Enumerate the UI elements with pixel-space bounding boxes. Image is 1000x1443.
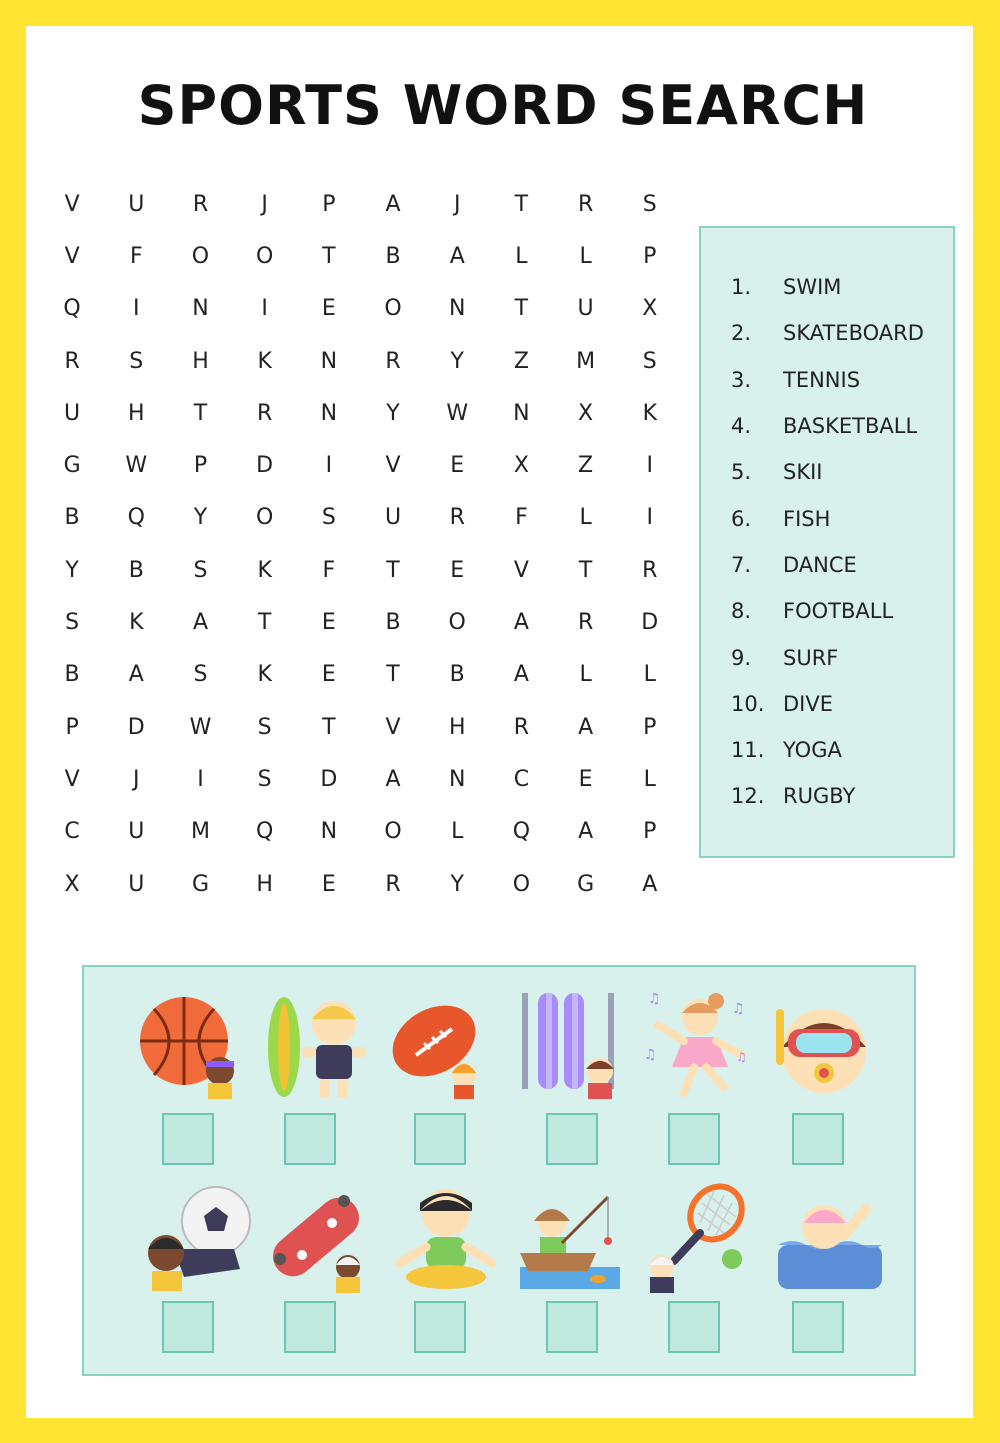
grid-letter: E: [321, 871, 336, 897]
grid-letter: G: [191, 871, 209, 897]
grid-letter: C: [64, 819, 80, 845]
grid-letter: G: [63, 453, 81, 479]
word-number: 8.: [731, 599, 752, 624]
grid-letter: U: [577, 296, 594, 322]
tennis-icon: [644, 1183, 754, 1293]
grid-letter: L: [451, 819, 464, 845]
word-number: 11.: [731, 738, 765, 763]
grid-letter: X: [642, 296, 658, 322]
grid-letter: S: [257, 714, 272, 740]
grid-letter: L: [515, 243, 528, 269]
grid-letter: U: [64, 400, 81, 426]
word-list-item: [731, 681, 924, 727]
grid-letter: E: [321, 296, 336, 322]
grid-letter: K: [642, 400, 657, 426]
word-number: 6.: [731, 506, 752, 531]
word-number: 7.: [731, 552, 752, 577]
grid-letter: S: [193, 662, 208, 688]
grid-letter: U: [128, 191, 145, 217]
grid-letter: R: [64, 348, 80, 374]
grid-letter: K: [257, 557, 272, 583]
grid-letter: V: [64, 243, 80, 269]
grid-letter: I: [646, 505, 654, 531]
word-list-item: [731, 542, 924, 588]
word-list-item: [731, 310, 924, 356]
grid-letter: D: [320, 766, 338, 792]
grid-letter: Q: [512, 819, 531, 845]
grid-letter: Z: [578, 453, 594, 479]
grid-letter: A: [385, 191, 401, 217]
grid-letter: D: [127, 714, 145, 740]
grid-letter: L: [643, 662, 656, 688]
grid-letter: Y: [65, 557, 79, 583]
word-text: SWIM: [783, 275, 842, 300]
word-list-item: [731, 773, 924, 819]
grid-letter: M: [576, 348, 596, 374]
grid-letter: X: [64, 871, 80, 897]
picture-panel: [82, 965, 916, 1376]
word-list-item: [731, 357, 924, 403]
grid-letter: J: [261, 191, 268, 217]
word-number: 3.: [731, 367, 752, 392]
word-list-item: [731, 449, 924, 495]
grid-letter: B: [128, 557, 144, 583]
word-list: [731, 264, 924, 820]
grid-letter: D: [641, 610, 659, 636]
swimmer-icon: [774, 1183, 884, 1293]
grid-letter: Z: [513, 348, 529, 374]
grid-letter: Y: [450, 348, 464, 374]
grid-letter: I: [197, 766, 204, 792]
grid-letter: A: [513, 610, 529, 636]
grid-letter: O: [255, 243, 274, 269]
grid-letter: R: [577, 191, 594, 217]
yoga-icon: [390, 1183, 500, 1293]
grid-letter: G: [577, 871, 595, 897]
word-list-panel: [699, 226, 955, 858]
grid-letter: S: [321, 505, 336, 531]
grid-letter: A: [385, 766, 401, 792]
grid-letter: P: [322, 191, 336, 217]
grid-letter: Y: [386, 400, 400, 426]
answer-box[interactable]: [668, 1301, 720, 1353]
grid-letter: W: [125, 453, 148, 479]
grid-letter: R: [385, 871, 401, 897]
grid-letter: I: [133, 296, 140, 322]
grid-letter: K: [129, 610, 144, 636]
grid-letter: F: [129, 243, 143, 269]
grid-letter: T: [578, 557, 593, 583]
word-text: SKATEBOARD: [783, 321, 924, 346]
grid-letter: P: [643, 819, 657, 845]
grid-letter: A: [513, 662, 529, 688]
grid-letter: W: [446, 400, 469, 426]
grid-letter: F: [515, 505, 528, 531]
dancer-icon: [644, 989, 754, 1099]
grid-letter: M: [190, 819, 210, 845]
grid-letter: H: [192, 348, 209, 374]
grid-letter: B: [385, 610, 401, 636]
grid-letter: Q: [127, 505, 145, 531]
word-list-item: [731, 588, 924, 634]
word-number: 2.: [731, 321, 752, 346]
grid-letter: R: [385, 348, 401, 374]
svg-text:♫: ♫: [648, 991, 661, 1007]
grid-letter: N: [513, 400, 530, 426]
answer-box[interactable]: [414, 1301, 466, 1353]
word-text: YOGA: [783, 738, 842, 763]
grid-letter: T: [514, 191, 529, 217]
grid-letter: O: [255, 505, 274, 531]
answer-box[interactable]: [668, 1113, 720, 1165]
grid-letter: V: [64, 191, 80, 217]
grid-letter: O: [512, 871, 531, 897]
surfer-icon: [264, 989, 374, 1099]
grid-letter: K: [257, 348, 272, 374]
svg-text:♫: ♫: [732, 1001, 745, 1017]
grid-letter: F: [322, 557, 336, 583]
diver-icon: [768, 989, 878, 1099]
word-list-item: [731, 727, 924, 773]
grid-letter: R: [257, 400, 273, 426]
word-number: 10.: [731, 691, 765, 716]
grid-letter: Q: [63, 296, 81, 322]
grid-letter: S: [65, 610, 80, 636]
grid-letter: L: [579, 243, 592, 269]
svg-text:♫: ♫: [644, 1047, 657, 1063]
word-number: 1.: [731, 275, 752, 300]
grid-letter: N: [448, 296, 466, 322]
basketball-player-icon: [136, 989, 246, 1099]
grid-letter: H: [256, 871, 273, 897]
word-text: TENNIS: [783, 367, 861, 392]
grid-letter: X: [578, 400, 594, 426]
answer-box[interactable]: [162, 1113, 214, 1165]
grid-letter: S: [129, 348, 144, 374]
grid-letter: Y: [450, 871, 464, 897]
grid-letter: L: [579, 505, 592, 531]
grid-letter: P: [193, 453, 208, 479]
grid-letter: V: [385, 714, 401, 740]
grid-letter: D: [256, 453, 274, 479]
skis-icon: [516, 989, 626, 1099]
answer-box[interactable]: [792, 1301, 844, 1353]
grid-letter: T: [386, 662, 400, 688]
grid-letter: B: [385, 243, 401, 269]
grid-letter: B: [64, 662, 80, 688]
grid-letter: X: [513, 453, 529, 479]
grid-letter: V: [385, 453, 401, 479]
grid-letter: A: [578, 714, 594, 740]
grid-letter: P: [65, 714, 79, 740]
grid-letter: J: [453, 191, 461, 217]
grid-letter: I: [646, 453, 654, 479]
word-list-item: [731, 403, 924, 449]
answer-box[interactable]: [546, 1301, 598, 1353]
grid-letter: A: [192, 610, 208, 636]
word-text: BASKETBALL: [783, 414, 918, 439]
grid-letter: S: [642, 348, 657, 374]
grid-letter: N: [320, 819, 338, 845]
letter-grid: [40, 178, 682, 910]
grid-letter: Q: [255, 819, 274, 845]
grid-letter: T: [257, 610, 272, 636]
word-number: 12.: [731, 784, 765, 809]
word-text: FISH: [783, 506, 831, 531]
page-title: SPORTS WORD SEARCH: [137, 74, 869, 137]
word-text: DIVE: [783, 691, 833, 716]
grid-letter: R: [577, 610, 594, 636]
grid-letter: I: [325, 453, 333, 479]
grid-letter: H: [448, 714, 466, 740]
answer-box[interactable]: [414, 1113, 466, 1165]
grid-letter: R: [642, 557, 658, 583]
grid-letter: B: [64, 505, 80, 531]
answer-box[interactable]: [792, 1113, 844, 1165]
grid-letter: S: [193, 557, 208, 583]
grid-letter: P: [643, 714, 657, 740]
grid-letter: Y: [193, 505, 208, 531]
grid-letter: B: [449, 662, 465, 688]
grid-letter: U: [128, 819, 145, 845]
grid-letter: P: [643, 243, 657, 269]
grid-letter: E: [450, 557, 465, 583]
grid-letter: V: [513, 557, 529, 583]
rugby-ball-icon: [386, 989, 496, 1099]
word-text: DANCE: [783, 552, 857, 577]
grid-letter: E: [321, 610, 336, 636]
grid-letter: E: [578, 766, 593, 792]
grid-letter: N: [192, 296, 209, 322]
grid-letter: L: [643, 766, 656, 792]
grid-letter: T: [514, 296, 529, 322]
grid-letter: S: [257, 766, 272, 792]
grid-letter: T: [322, 243, 336, 269]
grid-letter: R: [513, 714, 530, 740]
grid-letter: N: [448, 766, 466, 792]
grid-letter: U: [384, 505, 402, 531]
grid-letter: E: [321, 662, 336, 688]
grid-letter: T: [386, 557, 400, 583]
grid-letter: N: [320, 348, 338, 374]
grid-letter: A: [449, 243, 465, 269]
word-number: 9.: [731, 645, 752, 670]
skateboard-icon: [262, 1183, 372, 1293]
word-number: 5.: [731, 460, 752, 485]
answer-box[interactable]: [284, 1113, 336, 1165]
grid-letter: S: [642, 191, 657, 217]
grid-letter: I: [261, 296, 268, 322]
word-list-item: [731, 495, 924, 541]
grid-letter: O: [384, 296, 402, 322]
answer-box[interactable]: [546, 1113, 598, 1165]
grid-letter: T: [193, 400, 208, 426]
word-text: SURF: [783, 645, 839, 670]
grid-letter: E: [450, 453, 465, 479]
grid-letter: A: [128, 662, 144, 688]
grid-letter: J: [133, 766, 140, 792]
word-number: 4.: [731, 414, 752, 439]
grid-letter: R: [449, 505, 465, 531]
grid-letter: O: [191, 243, 210, 269]
football-player-icon: [144, 1183, 254, 1293]
grid-letter: N: [320, 400, 338, 426]
grid-letter: K: [257, 662, 272, 688]
svg-text:♫: ♫: [736, 1050, 747, 1064]
word-list-item: [731, 264, 924, 310]
word-text: SKII: [783, 460, 823, 485]
grid-letter: O: [384, 819, 402, 845]
word-list-item: [731, 634, 924, 680]
grid-letter: W: [189, 714, 212, 740]
grid-letter: L: [579, 662, 592, 688]
grid-letter: C: [513, 766, 530, 792]
grid-letter: T: [322, 714, 336, 740]
word-text: RUGBY: [783, 784, 856, 809]
answer-box[interactable]: [162, 1301, 214, 1353]
grid-letter: H: [128, 400, 145, 426]
word-text: FOOTBALL: [783, 599, 894, 624]
fishing-icon: [516, 1183, 626, 1293]
grid-letter: U: [128, 871, 145, 897]
grid-letter: A: [578, 819, 594, 845]
grid-letter: A: [642, 871, 658, 897]
grid-letter: R: [192, 191, 209, 217]
answer-box[interactable]: [284, 1301, 336, 1353]
grid-letter: V: [64, 766, 80, 792]
grid-letter: O: [448, 610, 466, 636]
